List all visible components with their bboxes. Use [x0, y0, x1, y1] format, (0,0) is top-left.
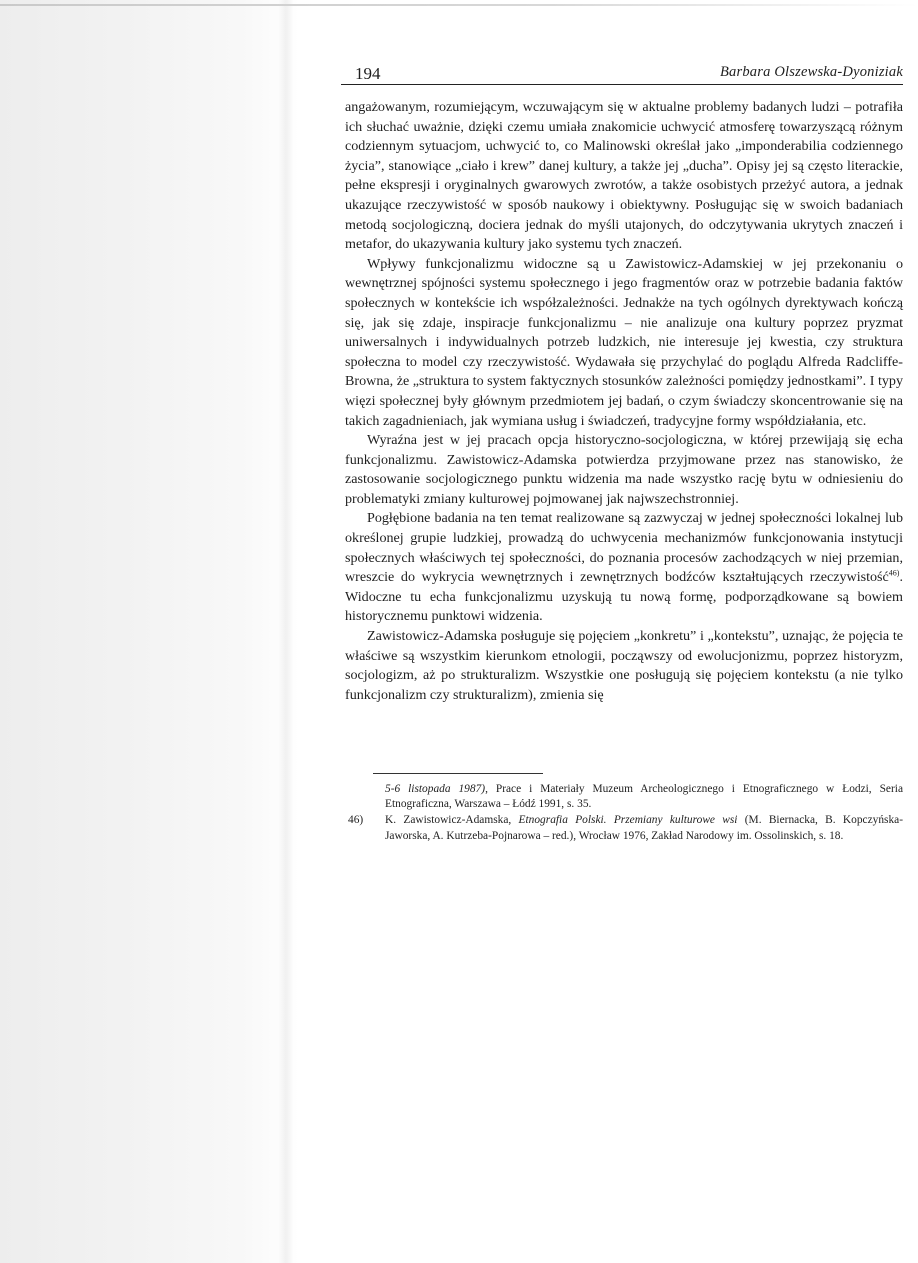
body-text — [345, 98, 903, 705]
footnote-reference: 46) — [888, 568, 900, 578]
footnote-title: Etnografia Polski. Przemiany kulturowe wsi — [518, 814, 738, 827]
paragraph-4-text-end: . Widoczne tu echa funkcjonalizmu uzyskują tu nową formę, podporządkowane są bowiem historycznemu punktowi widzenia. — [345, 569, 903, 625]
scan-shadow — [0, 0, 300, 1263]
paragraph-4-text: Pogłębione badania na ten temat realizowane są zazwyczaj w jednej społeczności lokalnej lub określonej grupie ludzkiej, prowadzą do uchwycenia mechanizmów funkcjonowania instytucji społecznych właściwych tej społeczności, do poznania procesów zachodzących w niej przemian, wreszcie do wykrycia wewnętrznych i zewnętrznych bodźców kształtujących rzeczywistość — [345, 510, 903, 586]
footnotes — [348, 782, 903, 845]
footnote-cont-text: , Prace i Materiały Muzeum Archeologicznego i Etnograficznego w Łodzi, Seria Etnograficzna, Warszawa – Łódź 1991, s. 35. — [385, 783, 904, 811]
paragraph-1: angażowanym, rozumiejącym, wczuwającym się w aktualne problemy badanych ludzi – potrafiła ich słuchać uważnie, dzięki czemu umiała znakomicie uchwycić atmosferę towarzyszącą różnym codziennym sytuacjom, uchwycić to, co Malinowski określał jako „imponderabilia codziennego życia”, stanowiące „ciało i krew” danej kultury, a także jej „ducha”. Opisy jej są często literackie, pełne ekspresji i oryginalnych gwarowych zwrotów, a także osobistych przeżyć autora, a jednak ukazujące rzeczywistość w sposób naukowy i obiektywny. Posługując się w swoich badaniach metodą socjologiczną, dociera jednak do myśli utajonych, do odczytywania ukrytych znaczeń i metafor, do ukazywania kultury jako systemu tych znaczeń. — [345, 99, 903, 253]
page-number: 194 — [355, 64, 381, 83]
footnote-author: K. Zawistowicz-Adamska, — [385, 814, 519, 827]
page-header — [341, 58, 903, 85]
paragraph-4 — [345, 509, 903, 627]
running-head: Barbara Olszewska-Dyoniziak — [719, 64, 903, 80]
paragraph-3: Wyraźna jest w jej pracach opcja historyczno-socjologiczna, w której przewijają się echa funkcjonalizmu. Zawistowicz-Adamska potwierdza przyjmowane przez nas stanowisko, że zastosowanie socjologicznego punktu widzenia ma nade wszystko rację bytu w odniesieniu do problematyki zmiany kulturowej pojmowanej jak najwszechstronniej. — [345, 432, 903, 507]
footnote-number: 46) — [348, 814, 364, 827]
footnote-continuation — [348, 782, 903, 812]
footnote-46 — [348, 813, 903, 843]
scan-edge — [0, 4, 918, 6]
paragraph-2: Wpływy funkcjonalizmu widoczne są u Zawistowicz-Adamskiej w jej przekonaniu o wewnętrznej spójności systemu społecznego i jego fragmentów oraz w potrzebie badania faktów społecznych w kontekście ich współzależności. Jednakże na tych ogólnych dyrektywach kończą się, jak się zdaje, inspiracje funkcjonalizmu – nie analizuje ona kultury poprzez pryzmat uniwersalnych i indywidualnych potrzeb ludzkich, nie interesuje jej kwestia, czy struktura społeczna to model czy rzeczywistość. Wydawała się przychylać do poglądu Alfreda Radcliffe-Browna, że „struktura to system faktycznych stosunków zależności pomiędzy jednostkami”. I typy więzi społecznej były głównym przedmiotem jej badań, o czym świadczy skoncentrowanie się na takich zagadnieniach, jak wymiana usług i świadczeń, tradycyjne formy współdziałania, etc. — [345, 255, 903, 429]
scan-spine — [278, 0, 294, 1263]
footnote-cont-italic: 5-6 listopada 1987) — [385, 783, 486, 795]
paragraph-5: Zawistowicz-Adamska posługuje się pojęciem „konkretu” i „kontekstu”, uznając, że pojęcia te właściwe są wszystkim kierunkom etnologii, począwszy od ewolucjonizmu, poprzez historyzm, socjologizm, aż po strukturalizm. Wszystkie one posługują się pojęciem kontekstu (a nie tylko funkcjonalizm czy strukturalizm), zmienia się — [345, 628, 903, 703]
footnote-divider — [373, 773, 543, 774]
footnote-details: (M. Biernacka, B. Kopczyńska-Jaworska, A. Kutrzeba-Pojnarowa – red.), Wrocław 1976, Zakład Narodowy im. Ossolinskich, s. 18. — [385, 814, 903, 842]
